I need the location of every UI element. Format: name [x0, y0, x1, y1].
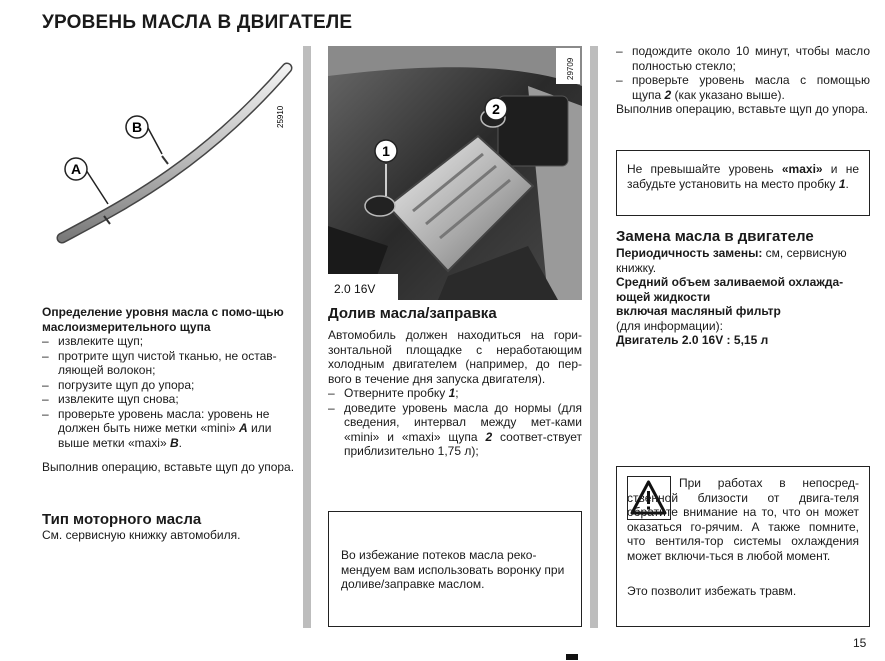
page-title: УРОВЕНЬ МАСЛА В ДВИГАТЕЛЕ [42, 12, 353, 33]
section-heading: Определение уровня масла с помо-щью маслоизмерительного щупа [42, 305, 284, 334]
label-1: 1 [382, 143, 390, 159]
list-item: – проверьте уровень масла: уровень не должен быть ниже метки «mini» A или выше метки «maxi» B. [42, 407, 296, 451]
engine-label: 2.0 16V [334, 282, 376, 296]
engine-volume: Двигатель 2.0 16V : 5,15 л [616, 333, 769, 347]
list-item: – проверьте уровень масла с помощью щупа 2 (как указано выше). [616, 73, 870, 102]
maxi-warning-text: Не превышайте уровень «maxi» и не забудьте установить на место пробку 1. [627, 162, 860, 191]
funnel-note-text: Во избежание потеков масла реко-мендуем вам использовать воронку при доливе/заправке маслом. [341, 548, 565, 591]
period-label: Периодичность замены: [616, 246, 763, 260]
list-item: – протрите щуп чистой тканью, не остав-ляющей волокон; [42, 349, 296, 378]
funnel-note-box [328, 511, 582, 627]
figure-code: 25910 [276, 105, 285, 128]
refill-section [328, 328, 582, 459]
label-b: B [131, 119, 143, 135]
list-item: – подождите около 10 минут, чтобы масло полностью стекло; [616, 44, 870, 73]
steps-list [42, 334, 296, 450]
caution-box [616, 466, 870, 627]
info-text: (для информации): [616, 318, 723, 333]
after-text: Выполнив операцию, вставьте щуп до упора. [616, 102, 869, 116]
column-divider-right [590, 46, 598, 628]
oil-change-heading: Замена масла в двигателе [616, 228, 814, 245]
after-text: Выполнив операцию, вставьте щуп до упора. [42, 460, 295, 474]
list-item: – извлеките щуп снова; [42, 392, 296, 407]
engine-photo [328, 46, 582, 300]
oil-type-text: См. сервисную книжку автомобиля. [42, 528, 241, 542]
oil-type-heading: Тип моторного масла [42, 511, 202, 528]
page-number: 15 [853, 636, 867, 650]
dipstick-rod [62, 68, 287, 238]
list-item: – погрузите щуп до упора; [42, 378, 296, 393]
refill-steps [328, 386, 582, 459]
continued-steps [616, 44, 870, 117]
caution-text: При работах в непосред-ственной близости от двига-теля обратите внимание на то, что он может оказаться го-рячим. А также помните, что вентиля-тор системы охлаждения может включи-ться в любой момент. [627, 476, 859, 563]
oil-level-check-section [42, 305, 296, 475]
period-text: см, сервисную книжку. [616, 246, 847, 275]
column-divider-left [303, 46, 311, 628]
caution-footer: Это позволит избежать травм. [627, 584, 797, 598]
refill-heading: Долив масла/заправка [328, 305, 497, 322]
dipstick-figure [42, 46, 296, 298]
maxi-warning-box [616, 150, 870, 216]
filter-label: включая масляный фильтр [616, 304, 781, 318]
label-2: 2 [492, 101, 500, 117]
label-a: A [70, 161, 82, 177]
refill-intro: Автомобиль должен находиться на гори-зонтальной площадке с неработающим холодным двигателем (например, до пер-вого в течение дня запуска двигателя). [328, 328, 582, 386]
list-item: – доведите уровень масла до нормы (для сведения, интервал между мет-ками «mini» и «maxi» щупа 2 соответ-ствует приблизительно 1,75 л); [328, 401, 582, 459]
bottom-mark [566, 654, 578, 660]
photo-code: 29709 [566, 57, 575, 80]
volume-label: Средний объем заливаемой охлажда-ющей жидкости [616, 275, 844, 304]
list-item: – извлеките щуп; [42, 334, 296, 349]
list-item: – Отверните пробку 1; [328, 386, 582, 401]
oil-change-section [616, 246, 870, 348]
